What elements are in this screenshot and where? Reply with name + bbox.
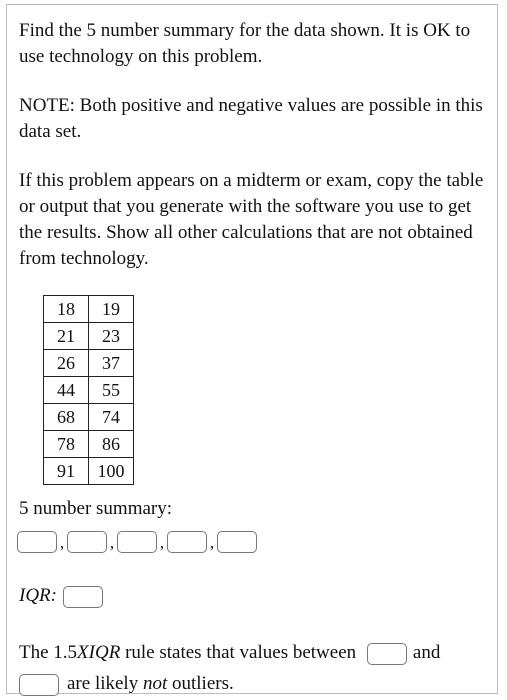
table-cell: 86: [89, 431, 134, 458]
rule-not: not: [142, 673, 168, 694]
five-number-summary-inputs: [17, 530, 257, 554]
table-cell: 91: [44, 458, 89, 485]
comma-separator: ,: [159, 532, 165, 552]
table-cell: 68: [44, 404, 89, 431]
table-cell: 26: [44, 350, 89, 377]
table-cell: 19: [89, 296, 134, 323]
comma-separator: ,: [209, 532, 215, 552]
comma-separator: ,: [109, 532, 115, 552]
table-row: [44, 431, 134, 458]
table-cell: 100: [89, 458, 134, 485]
table-row: [44, 323, 134, 350]
iqr-row: [19, 583, 103, 609]
table-row: [44, 404, 134, 431]
rule-xiqr: XIQR: [77, 642, 121, 663]
table-row: [44, 377, 134, 404]
rule-prefix: The 1.5: [19, 642, 78, 663]
rule-line-2: [19, 671, 234, 697]
table-cell: 18: [44, 296, 89, 323]
iqr-label: IQR:: [19, 585, 57, 606]
rule-outliers: outliers.: [172, 673, 234, 694]
median-answer-box[interactable]: [117, 531, 157, 553]
question-card: [6, 4, 498, 694]
q3-answer-box[interactable]: [167, 531, 207, 553]
rule-suffix: rule states that values between: [120, 642, 357, 663]
iqr-answer-box[interactable]: [63, 586, 103, 608]
table-cell: 44: [44, 377, 89, 404]
data-table: [43, 295, 134, 485]
note-text: NOTE: Both positive and negative values are possible in this data set.: [19, 95, 483, 142]
table-cell: 55: [89, 377, 134, 404]
table-cell: 23: [89, 323, 134, 350]
max-answer-box[interactable]: [217, 531, 257, 553]
table-cell: 21: [44, 323, 89, 350]
table-cell: 37: [89, 350, 134, 377]
five-number-summary-label: 5 number summary:: [19, 498, 173, 519]
instruction-text: Find the 5 number summary for the data shown. It is OK to use technology on this problem.: [19, 20, 471, 67]
table-row: [44, 296, 134, 323]
table-cell: 78: [44, 431, 89, 458]
min-answer-box[interactable]: [17, 531, 57, 553]
data-table-body: [44, 296, 134, 485]
comma-separator: ,: [59, 532, 65, 552]
table-row: [44, 458, 134, 485]
lower-fence-answer-box[interactable]: [367, 643, 407, 665]
rule-line-1: [19, 640, 440, 666]
upper-fence-answer-box[interactable]: [19, 674, 59, 696]
table-row: [44, 350, 134, 377]
q1-answer-box[interactable]: [67, 531, 107, 553]
rule-are-likely: are likely: [67, 673, 139, 694]
table-cell: 74: [89, 404, 134, 431]
rule-and: and: [412, 642, 441, 663]
exam-instruction-text: If this problem appears on a midterm or exam, copy the table or output that you generate with the software you use to get the results. Show all other calculations that are not obtained from technology.: [19, 170, 484, 269]
